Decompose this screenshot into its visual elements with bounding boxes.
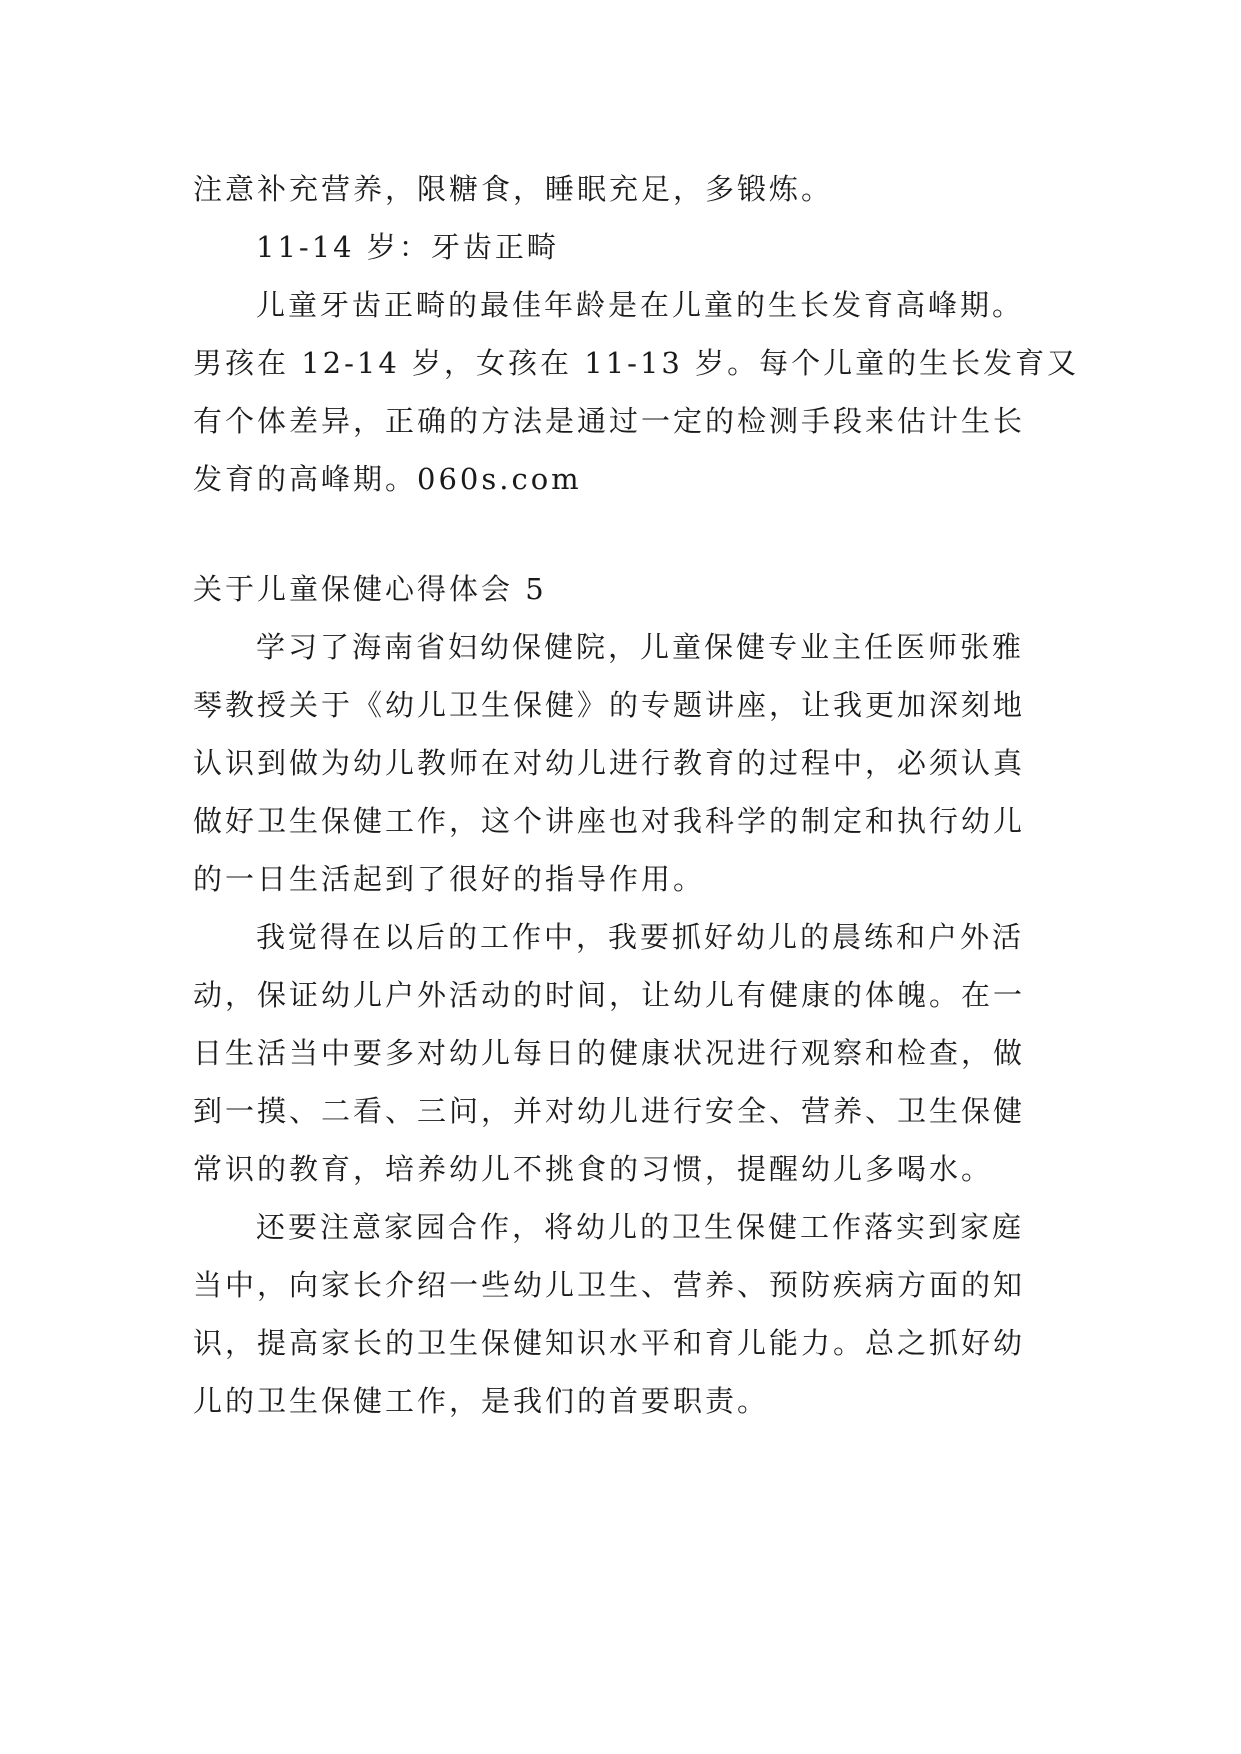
text-line: 我觉得在以后的工作中，我要抓好幼儿的晨练和户外活 [256,920,1025,954]
text-line: 注意补充营养，限糖食，睡眠充足，多锻炼。 [193,172,834,206]
text-line: 当中，向家长介绍一些幼儿卫生、营养、预防疾病方面的知 [193,1268,1026,1302]
text-line: 做好卫生保健工作，这个讲座也对我科学的制定和执行幼儿 [193,804,1026,838]
text-line: 儿童牙齿正畸的最佳年龄是在儿童的生长发育高峰期。 [256,288,1025,322]
text-line: 常识的教育，培养幼儿不挑食的习惯，提醒幼儿多喝水。 [193,1152,994,1186]
text-line: 日生活当中要多对幼儿每日的健康状况进行观察和检查，做 [193,1036,1026,1070]
text-line: 琴教授关于《幼儿卫生保健》的专题讲座，让我更加深刻地 [193,688,1026,722]
section-title: 关于儿童保健心得体会 5 [193,572,547,606]
text-line: 学习了海南省妇幼保健院，儿童保健专业主任医师张雅 [256,630,1025,664]
subheading: 11-14 岁：牙齿正畸 [256,230,559,264]
text-block-section-5 [193,560,1053,1430]
text-line: 识，提高家长的卫生保健知识水平和育儿能力。总之抓好幼 [193,1326,1026,1360]
text-line: 男孩在 12-14 岁，女孩在 11-13 岁。每个儿童的生长发育又 [193,346,1080,380]
text-line: 儿的卫生保健工作，是我们的首要职责。 [193,1384,770,1418]
text-line: 还要注意家园合作，将幼儿的卫生保健工作落实到家庭 [256,1210,1025,1244]
text-line: 有个体差异，正确的方法是通过一定的检测手段来估计生长 [193,404,1026,438]
text-line: 发育的高峰期。060s.com [193,462,582,496]
text-line: 认识到做为幼儿教师在对幼儿进行教育的过程中，必须认真 [193,746,1026,780]
text-block-top [193,160,1080,508]
text-line: 的一日生活起到了很好的指导作用。 [193,862,706,896]
text-line: 动，保证幼儿户外活动的时间，让幼儿有健康的体魄。在一 [193,978,1026,1012]
text-line: 到一摸、二看、三问，并对幼儿进行安全、营养、卫生保健 [193,1094,1026,1128]
